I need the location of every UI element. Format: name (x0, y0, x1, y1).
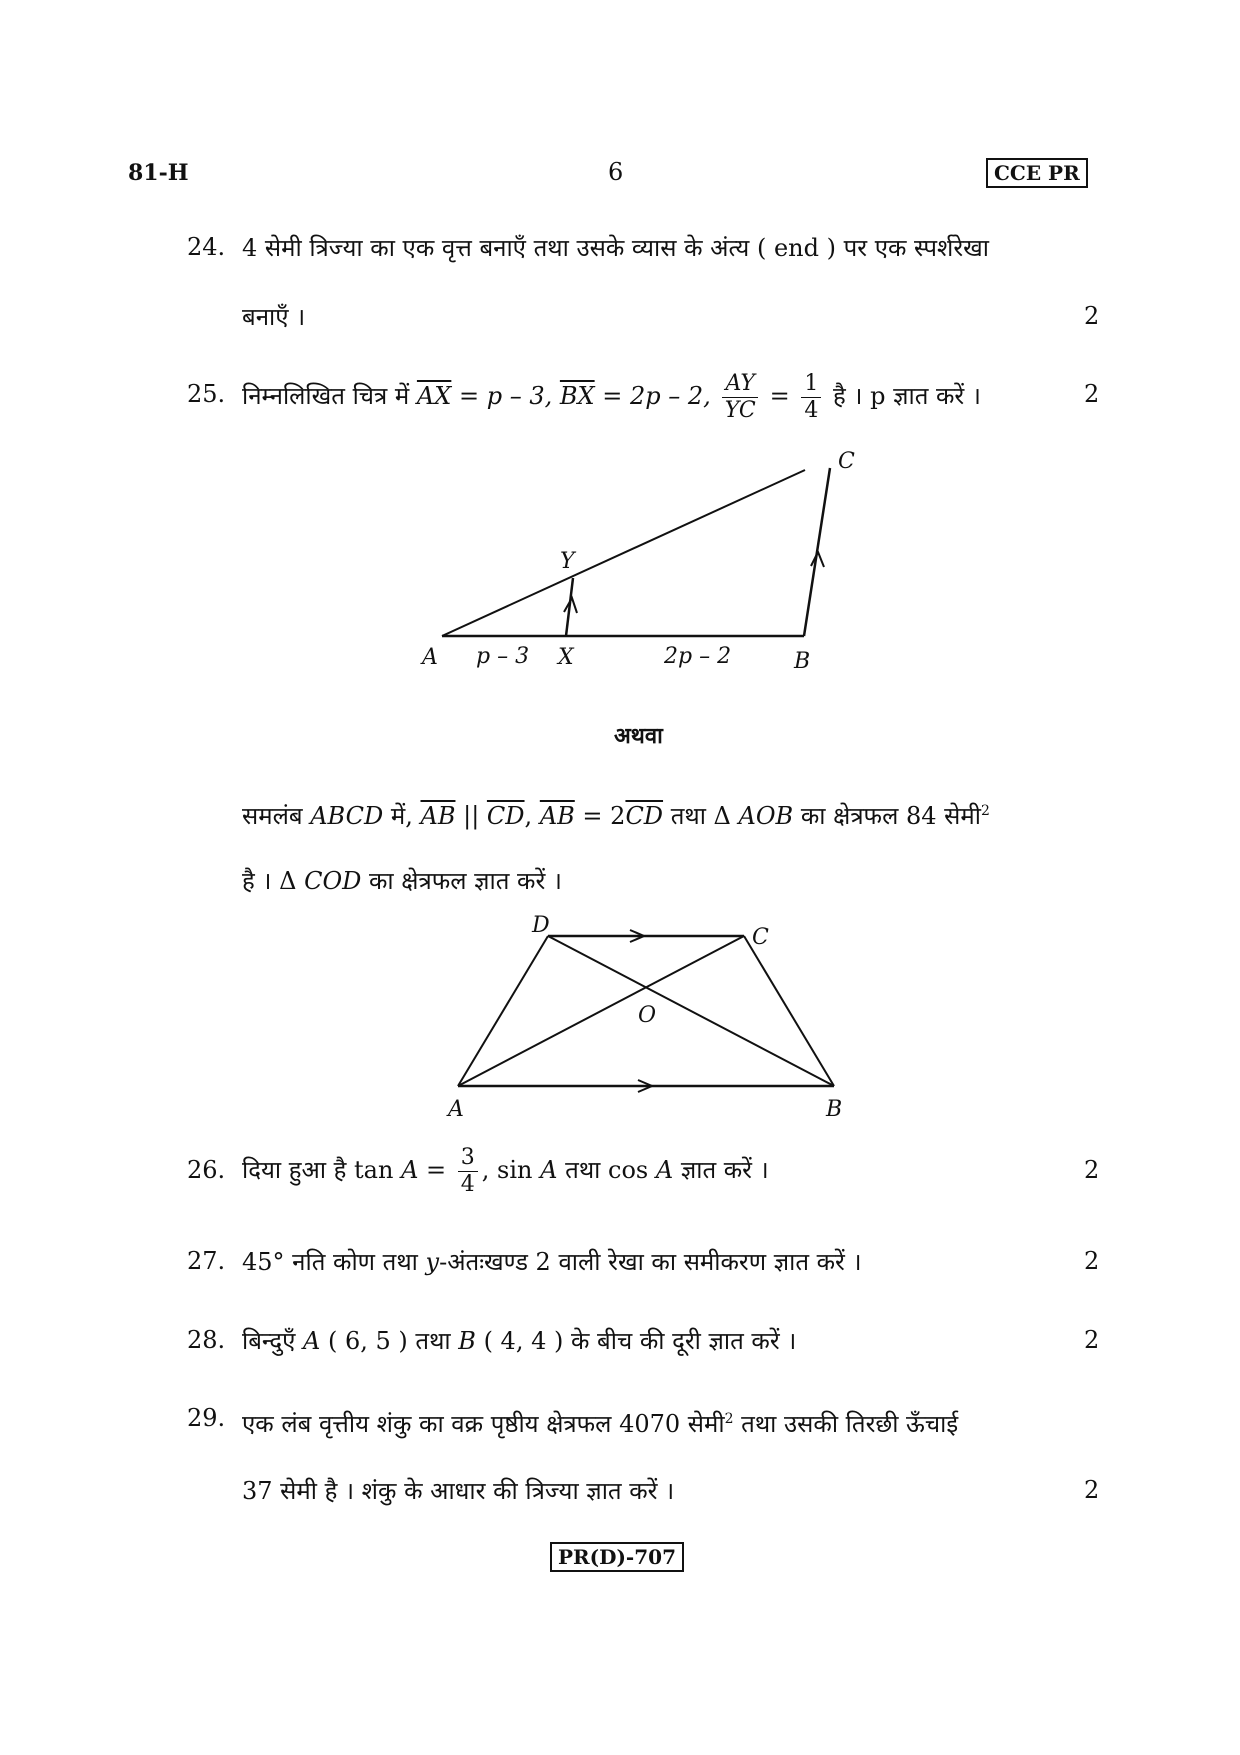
value-fraction (801, 371, 821, 424)
question-marks: 2 (1084, 1476, 1100, 1504)
math-run: y (425, 1248, 440, 1276)
text-run: , (524, 802, 533, 830)
text-run: 45° नति कोण तथा (242, 1248, 418, 1276)
text-run: = 2p – 2, (602, 382, 711, 410)
question-marks: 2 (1084, 1326, 1100, 1354)
question-text (242, 1326, 796, 1356)
question-number: 24. (187, 233, 226, 261)
paper-code: 81-H (128, 160, 189, 186)
question-number: 28. (187, 1326, 226, 1354)
segment-cd: $\overline{CD}$ (625, 802, 664, 830)
diagonal-ac (458, 936, 744, 1086)
question-marks: 2 (1084, 1156, 1100, 1184)
series-badge: CCE PR (986, 158, 1088, 188)
segment-label-xb: 2p – 2 (664, 644, 732, 669)
text-run: का क्षेत्रफल ज्ञात करें । (369, 867, 563, 895)
fraction-numerator: 3 (458, 1145, 478, 1172)
question-text-cont: बनाएँ । (242, 303, 306, 331)
text-run: निम्नलिखित चित्र में (242, 382, 410, 410)
text-run: समलंब (242, 802, 303, 830)
footer-code: PR(D)-707 (550, 1542, 684, 1572)
text-run: है । p ज्ञात करें । (833, 382, 981, 410)
fraction-numerator: 1 (801, 371, 821, 398)
question-text (242, 1247, 862, 1277)
equals-sign: = (426, 1156, 447, 1184)
question-number: 25. (187, 380, 226, 408)
vertex-label-b: B (826, 1097, 843, 1122)
question-marks: 2 (1084, 302, 1100, 330)
vertex-label-a: A (422, 645, 438, 670)
text-run: ज्ञात करें । (680, 1156, 769, 1184)
fraction-denominator: YC (724, 398, 756, 423)
parallel-arrow-icon (811, 552, 824, 567)
segment-ax: $\overline{AX}$ (416, 382, 452, 410)
question-text (242, 1404, 958, 1439)
math-run: A (401, 1156, 419, 1184)
text-run: तथा cos (565, 1156, 649, 1184)
question-number: 27. (187, 1247, 226, 1275)
text-run: में, (390, 802, 413, 830)
point-label-o: O (638, 1003, 657, 1028)
or-divider: अथवा (614, 723, 663, 749)
point-label-x: X (558, 645, 574, 670)
side-ac (442, 470, 805, 636)
text-run: -अंतःखण्ड 2 वाली रेखा का समीकरण ज्ञात करें । (439, 1248, 862, 1276)
text-run: , sin (481, 1156, 533, 1184)
question-marks: 2 (1084, 380, 1100, 408)
segment-ab: $\overline{AB}$ (420, 802, 456, 830)
question-number: 29. (187, 1404, 226, 1432)
alt-question-text (242, 796, 990, 831)
superscript: 2 (724, 1411, 734, 1427)
ratio-fraction (722, 371, 758, 424)
question-text (242, 1143, 769, 1198)
question-number: 26. (187, 1156, 226, 1184)
text-run: = 2 (582, 802, 626, 830)
math-run: A (303, 1327, 321, 1355)
fraction-denominator: 4 (460, 1172, 475, 1197)
vertex-label-c: C (752, 925, 769, 950)
math-run: B (458, 1327, 476, 1355)
fraction-numerator: AY (722, 371, 758, 398)
segment-bx: $\overline{BX}$ (559, 382, 595, 410)
vertex-label-b: B (794, 649, 811, 674)
text-run: है । Δ (242, 867, 297, 895)
math-run: COD (304, 867, 362, 895)
text-run: ( 6, 5 ) तथा (327, 1327, 451, 1355)
text-run: बिन्दुएँ (242, 1327, 296, 1355)
alt-question-text-cont (242, 866, 562, 896)
text-run: का क्षेत्रफल 84 सेमी (800, 802, 981, 830)
segment-label-ax: p – 3 (476, 644, 530, 669)
math-run: ABCD (310, 802, 384, 830)
equals-sign: = (769, 382, 790, 410)
math-run: AOB (738, 802, 794, 830)
question-text (242, 370, 981, 424)
value-fraction (458, 1145, 478, 1198)
parallel-symbol: || (463, 802, 480, 830)
page-number: 6 (608, 158, 624, 186)
vertex-label-d: D (532, 913, 550, 938)
vertex-label-c: C (838, 449, 855, 474)
text-run: एक लंब वृत्तीय शंकु का वक्र पृष्ठीय क्षेत्रफल 4070 सेमी (242, 1410, 725, 1438)
triangle-figure (400, 440, 880, 680)
text-run: = p – 3, (458, 382, 553, 410)
superscript: 2 (980, 803, 990, 819)
text-run: तथा उसकी तिरछी ऊँचाई (741, 1410, 959, 1438)
text-run: ( 4, 4 ) के बीच की दूरी ज्ञात करें । (483, 1327, 797, 1355)
vertex-label-a: A (448, 1097, 464, 1122)
math-run: A (655, 1156, 674, 1184)
segment-ab: $\overline{AB}$ (539, 802, 575, 830)
question-text: 4 सेमी त्रिज्या का एक वृत्त बनाएँ तथा उसके व्यास के अंत्य ( end ) पर एक स्पर्शरेखा (242, 234, 989, 262)
point-label-y: Y (560, 549, 575, 574)
diagonal-bd (548, 936, 834, 1086)
math-run: A (540, 1156, 558, 1184)
text-run: दिया हुआ है tan (242, 1156, 394, 1184)
segment-cd: $\overline{CD}$ (486, 802, 525, 830)
question-text-cont: 37 सेमी है । शंकु के आधार की त्रिज्या ज्ञात करें । (242, 1477, 675, 1505)
text-run: तथा Δ (670, 802, 731, 830)
trapezium-figure (430, 910, 870, 1130)
question-marks: 2 (1084, 1247, 1100, 1275)
fraction-denominator: 4 (804, 398, 819, 423)
